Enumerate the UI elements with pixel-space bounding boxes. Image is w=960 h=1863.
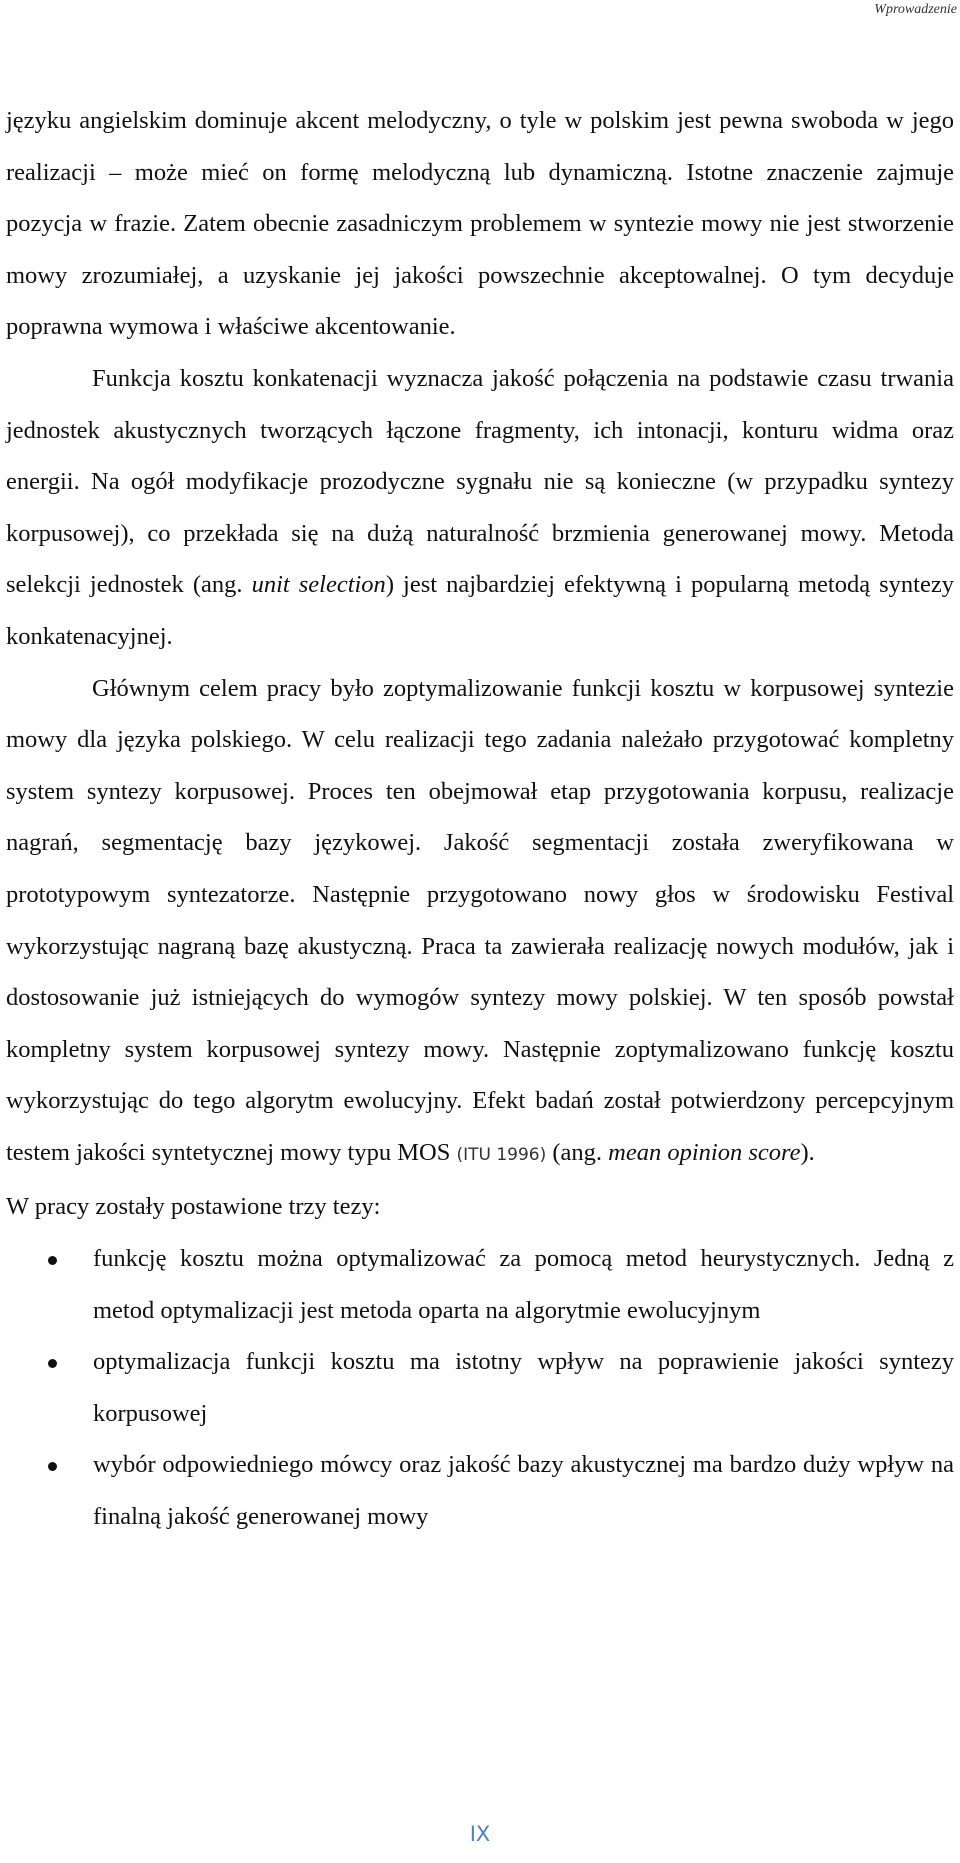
paragraph-text: (ang. xyxy=(552,1138,603,1166)
paragraph-accent: języku angielskim dominuje akcent melodyczny, o tyle w polskim jest pewna swoboda w jego realizacji – może mieć on formę melodyczną lub dynamiczną. Istotne znaczenie zajmuje pozycja w frazie. Zatem obecnie zasadniczym problemem w syntezie mowy nie jest stworzenie mowy zrozumiałej, a uzyskanie jej jakości powszechnie akceptowalnej. O tym decyduje poprawna wymowa i właściwe akcentowanie. xyxy=(6,107,954,341)
document-body xyxy=(6,95,954,1543)
paragraph-thesis-goal xyxy=(6,663,954,1182)
list-item-text: funkcję kosztu można optymalizować za pomocą metod heurystycznych. Jedną z metod optymalizacji jest metoda oparta na algorytmie ewolucyjnym xyxy=(93,1245,954,1324)
paragraph-concatenation-cost xyxy=(6,353,954,663)
bullet-icon xyxy=(48,1256,57,1265)
bullet-icon xyxy=(48,1359,57,1368)
term-mean-opinion-score: mean opinion score xyxy=(608,1138,801,1166)
list-item-text: wybór odpowiedniego mówcy oraz jakość bazy akustycznej ma bardzo duży wpływ na finalną jakość generowanej mowy xyxy=(93,1451,954,1531)
page-number: IX xyxy=(469,1822,491,1846)
list-item xyxy=(6,1336,954,1439)
paragraph-text: Głównym celem pracy było zoptymalizowanie funkcji kosztu w korpusowej syntezie mowy dla języka polskiego. W celu realizacji tego zadania należało przygotować kompletny system syntezy korpusowej. Proces ten obejmował etap przygotowania korpusu, realizacje nagrań, segmentację bazy językowej. Jakość segmentacji została zweryfikowana w prototypowym syntezatorze. Następnie przygotowano nowy głos w środowisku Festival wykorzystując nagraną bazę akustyczną. Praca ta zawierała realizację nowych modułów, jak i dostosowanie już istniejących do wymogów syntezy mowy polskiej. W ten sposób powstał kompletny system korpusowej syntezy mowy. Następnie zoptymalizowano funkcję kosztu wykorzystując do tego algorytm ewolucyjny. Efekt badań został potwierdzony percepcyjnym testem jakości syntetycznej mowy typu MOS xyxy=(6,674,954,1166)
list-item xyxy=(6,1439,954,1542)
list-item xyxy=(6,1233,954,1336)
paragraph-text: ) jest najbardziej efektywną i popularną metodą syntezy konkatenacyjnej. xyxy=(6,571,954,650)
term-unit-selection: unit selection xyxy=(251,571,386,599)
theses-intro: W pracy zostały postawione trzy tezy: xyxy=(6,1193,381,1221)
theses-list xyxy=(6,1233,954,1543)
running-header: Wprowadzenie xyxy=(874,2,957,17)
bullet-icon xyxy=(48,1462,57,1471)
citation-itu: (ITU 1996) xyxy=(456,1144,547,1165)
paragraph-text: ). xyxy=(800,1138,815,1166)
list-item-text: optymalizacja funkcji kosztu ma istotny wpływ na poprawienie jakości syntezy korpusowej xyxy=(93,1348,954,1427)
paragraph-text: Funkcja kosztu konkatenacji wyznacza jakość połączenia na podstawie czasu trwania jednostek akustycznych tworzących łączone fragmenty, ich intonacji, konturu widma oraz energii. Na ogół modyfikacje prozodyczne sygnału nie są konieczne (w przypadku syntezy korpusowej), co przekłada się na dużą naturalność brzmienia generowanej mowy. Metoda selekcji jednostek (ang. xyxy=(6,364,954,599)
